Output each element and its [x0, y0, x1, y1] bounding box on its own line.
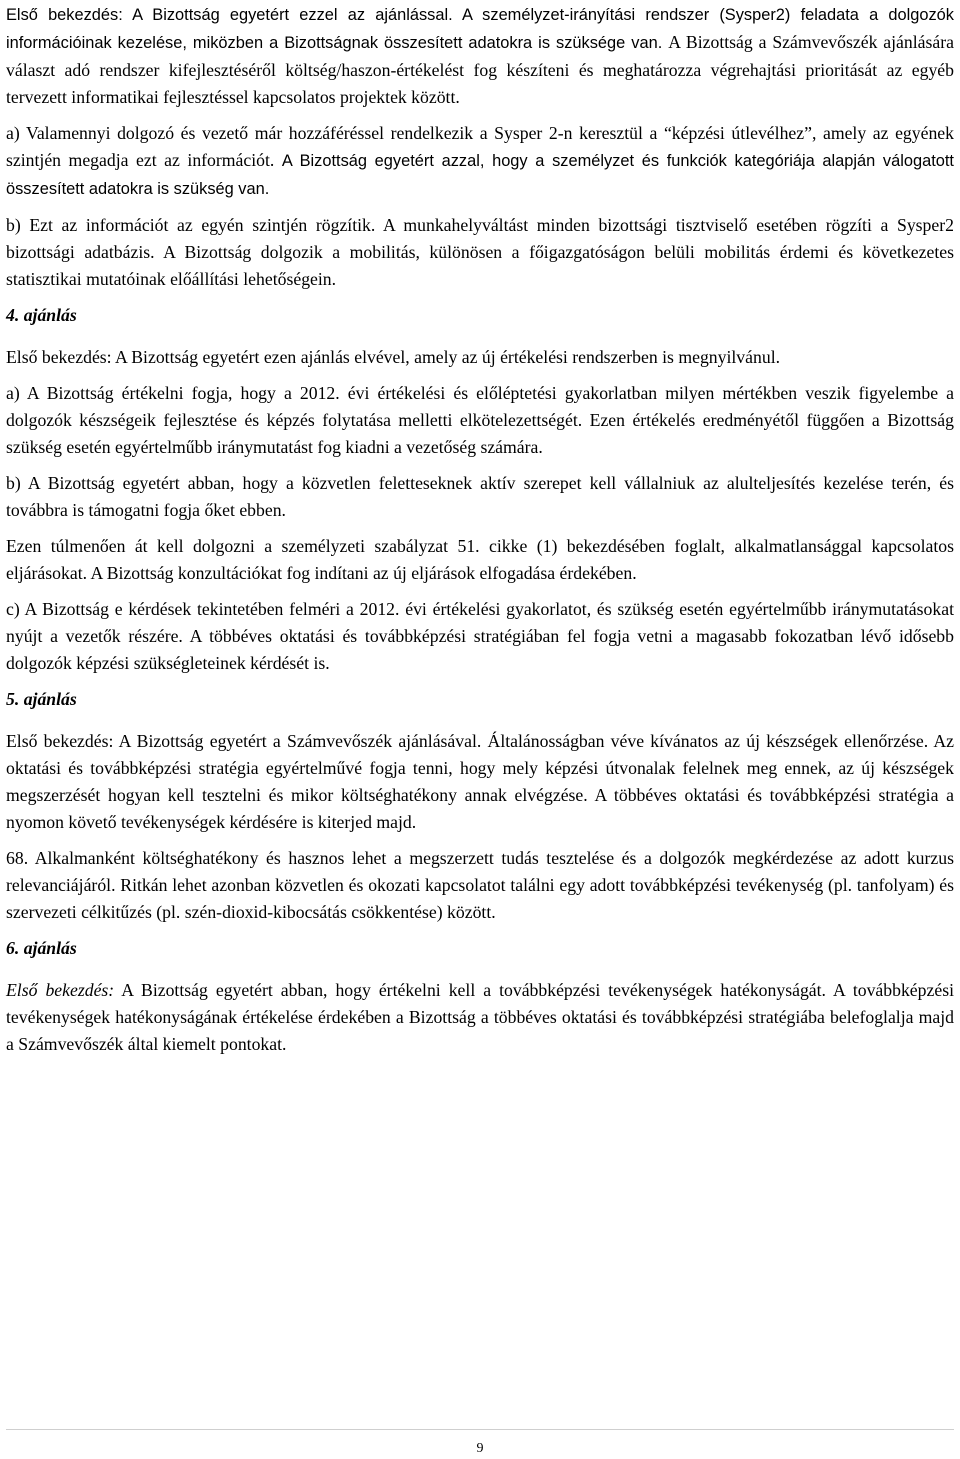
paragraph-text: Ritkán lehet azonban közvetlen és okozati kapcsolatot találni egy adott továbbképzési tevékenység (pl. tanfolyam) és szervezeti célkitűzés (pl. szén-dioxid-kibocsátás csökkentése) között. — [6, 875, 955, 922]
paragraph-4c — [6, 596, 954, 677]
document-body — [6, 0, 954, 1067]
paragraph-6-intro — [6, 977, 954, 1058]
paragraph-text: A Bizottság a Számvevőszék ajánlására választ adó rendszer kifejlesztéséről költség/haszon-értékelést fog készíteni és meghatározza végrehajtási prioritását az egyéb tervezett informatikai fejlesztéssel kapcsolatos projektek között. — [6, 32, 954, 107]
paragraph-text: Általánosságban véve kívánatos az új készségek ellenőrzése. — [487, 731, 934, 751]
footer-divider — [6, 1429, 954, 1430]
paragraph-text: 68. Alkalmanként költséghatékony és hasznos lehet a megszerzett tudás tesztelése és a dolgozók megkérdezése az adott kurzus relevanciájáról. — [6, 848, 954, 895]
paragraph-text: b) A Bizottság egyetért abban, hogy a közvetlen feletteseknek aktív szerepet kell vállalniuk az alulteljesítés kezelése terén, és továbbra is támogatni fogja őket ebben. — [6, 473, 954, 520]
paragraph-text: A Bizottság egyetért abban, hogy értékelni kell a továbbképzési tevékenységek hatékonyságát. — [114, 980, 834, 1000]
paragraph-text: a) A Bizottság értékelni fogja, hogy a 2012. évi értékelési és előléptetési gyakorlatban milyen mértékben veszik figyelembe a dolgozók készségeik fejlesztése és képzés folytatása melletti elkötelezettségét. — [6, 383, 954, 430]
paragraph-4a — [6, 380, 954, 461]
paragraph-text-sans: Első bekezdés: A Bizottság egyetért ezzel az ajánlással. A személyzet-irányítási rendszer (Sysper2) feladata a dolgozók információinak kezelése, miközben a Bizottságnak összesített adatokra is szüksége van. — [6, 6, 954, 52]
section-heading-6: 6. ajánlás — [6, 938, 77, 958]
paragraph-text: A munkahelyváltást minden bizottsági tisztviselő esetében rögzíti a Sysper2 bizottsági adatbázis. — [6, 215, 954, 262]
paragraph-text: A továbbképzési tevékenységek hatékonyságának értékelése érdekében a Bizottság a többéves oktatási és továbbképzési stratégiába belefoglalja majd a Számvevőszék által kiemelt pontokat. — [6, 980, 954, 1054]
paragraph-text: Első bekezdés: A Bizottság egyetért a Számvevőszék ajánlásával. — [6, 731, 488, 751]
page-number: 9 — [476, 1441, 484, 1456]
paragraph-b-mobility — [6, 212, 954, 293]
paragraph-text: Ezen értékelés eredményétől függően a Bizottság szükség esetén egyértelműbb iránymutatást fog kiadni a vezetőség számára. — [6, 410, 954, 457]
paragraph-text: A Bizottság konzultációkat fog indítani az új eljárások elfogadása érdekében. — [90, 563, 637, 583]
paragraph-68 — [6, 845, 954, 926]
paragraph-5-intro — [6, 728, 954, 836]
paragraph-text: b) Ezt az információt az egyén szintjén rögzítik. — [6, 215, 383, 235]
paragraph-lead-italic: Első bekezdés: — [6, 980, 115, 1000]
paragraph-text: Az oktatási és továbbképzési stratégia egyértelművé fogja tenni, hogy mely képzési útvonalak felelnek meg ennek, az új készségek megszerzését hogyan kell tesztelni és mikor költséghatékony annak elvégzése. — [6, 731, 954, 805]
paragraph-4-intro — [6, 344, 954, 371]
paragraph-text: A többéves oktatási és továbbképzési stratégia a nyomon követő tevékenységek kérdésére is kiterjed majd. — [6, 785, 954, 832]
paragraph-a-sysper — [6, 120, 954, 203]
paragraph-text: A Bizottság dolgozik a mobilitás, különösen a főigazgatóságon belüli mobilitás érdemi és következetes statisztikai mutatóinak előállítási lehetőségein. — [6, 242, 954, 289]
paragraph-text: Első bekezdés: A Bizottság egyetért ezen ajánlás elvével, amely az új értékelési rendszerben is megnyilvánul. — [6, 347, 781, 367]
section-heading-4: 4. ajánlás — [6, 305, 77, 325]
paragraph-text-sans: A Bizottság egyetért azzal, hogy a személyzet és funkciók kategóriája alapján válogatott összesített adatokra is szükség van. — [6, 152, 954, 198]
paragraph-4b-cont — [6, 533, 954, 587]
paragraph-text: Ezen túlmenően át kell dolgozni a személyzeti szabályzat 51. cikke (1) bekezdésében foglalt, alkalmatlansággal kapcsolatos eljárásokat. — [6, 536, 954, 583]
paragraph-text: c) A Bizottság e kérdések tekintetében felméri a 2012. évi értékelési gyakorlatot, és szükség esetén egyértelműbb iránymutatásokat nyújt a vezetők részére. — [6, 599, 954, 646]
paragraph-4b — [6, 470, 954, 524]
paragraph-text: a) Valamennyi dolgozó és vezető már hozzáféréssel rendelkezik a Sysper 2-n keresztül a “képzési útlevélhez”, amely az egyének szintjén megadja ezt az információt. — [6, 123, 954, 170]
paragraph-text: A többéves oktatási és továbbképzési stratégiában fel fogja vetni a magasabb fokozatban lévő idősebb dolgozók képzési szükségleteinek kérdését is. — [6, 626, 954, 673]
paragraph-first — [6, 1, 954, 111]
section-heading-5: 5. ajánlás — [6, 689, 77, 709]
